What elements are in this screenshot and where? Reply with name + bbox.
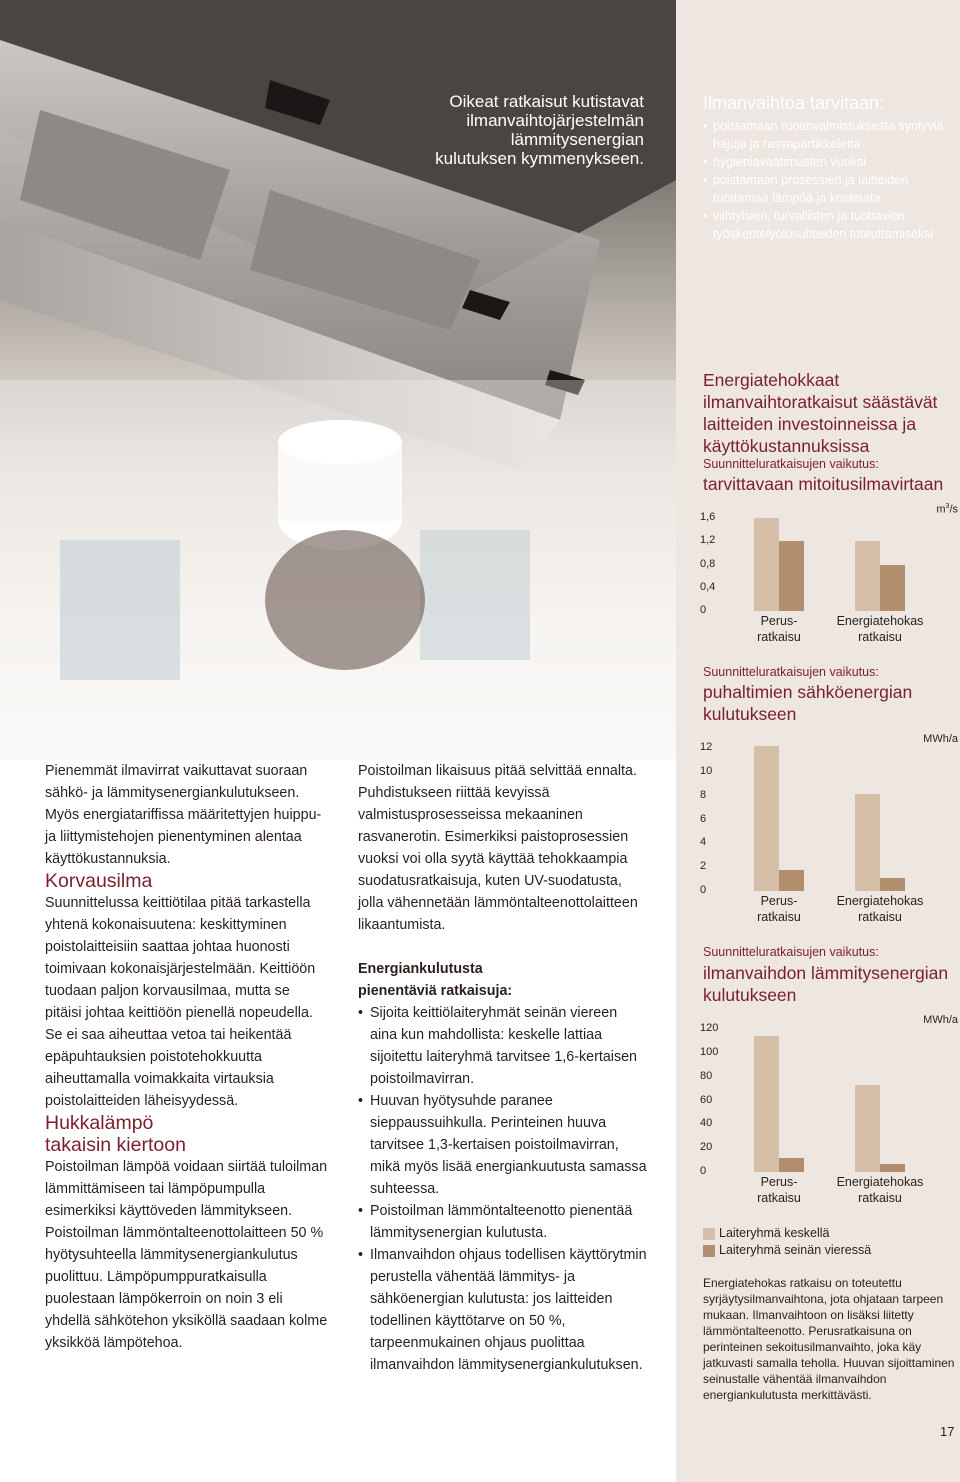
bar-energiatehokas-seinan-vieressa [880,1164,905,1172]
y-tick-label: 0 [700,604,707,616]
chart2-unit: MWh/a [923,733,958,745]
chart3-title: ilmanvaihdon lämmitysenergian kulutukseen [703,963,949,1005]
legend-item: Laiteryhmä keskellä [703,1225,871,1242]
pull-quote: Oikeat ratkaisut kutistavat ilmanvaihtojärjestelmän lämmitysenergian kulutuksen kymmenykseen. [435,92,644,168]
intro-paragraph: Poistoilman likaisuus pitää selvittää ennalta. Puhdistukseen riittää kevyissä valmistusprosesseissa mekaaninen rasvanerotin. Esimerkiksi paistoprosessien vuoksi voi olla syytä käyttää tehokkaampia suodatusratkaisuja, kuten UV-suodatusta, jolla vähennetään lämmöntalteenottolaitteen likaantumista. [358,763,638,933]
heading-hukkalampo: Hukkalämpö takaisin kiertoon [45,1112,186,1156]
chart2-label: Suunnitteluratkaisujen vaikutus: [703,665,879,679]
y-tick-label: 0 [700,884,707,896]
bar-perus-seinan-vieressa [779,541,804,611]
y-tick-label: 0,4 [700,580,716,593]
ventilation-list [703,117,958,243]
y-tick-label: 40 [700,1117,713,1130]
y-tick-label: 120 [700,1022,719,1034]
legend-item: Laiteryhmä seinän vieressä [703,1242,871,1259]
chart2-title: puhaltimien sähköenergian kulutukseen [703,682,913,724]
list-item: • Huuvan hyötysuhde paranee sieppaussuihkulla. Perinteinen huuva tarvitsee 1,3-kertaisen poistoilmavirran, mikä myös lisää energiankuutusta samassa suhteessa. [358,1090,648,1200]
paragraph-korvausilma: Suunnittelussa keittiötilaa pitää tarkastella yhtenä kokonaisuutena: keskittyminen poistolaitteisiin saattaa johtaa huonosti toimivaan kokonaisjärjestelmään. Keittiöön tuodaan paljon korvausilmaa, mutta se pitäisi johtaa keittiöön pienellä nopeudella. Se ei saa aiheuttaa vetoa tai heikentää epäpuhtauksien poistotehokkuutta aiheuttamalla voimakkaita virtauksia poistolaitteiden läheisyydessä. [45,895,316,1109]
y-tick-label: 8 [700,788,707,801]
bar-energiatehokas-keskella [855,794,880,891]
chart1-title: tarvittavaan mitoitusilmavirtaan [703,474,944,494]
chart-fan-electricity [700,735,960,925]
page-number: 17 [940,1424,955,1439]
paragraph-hukkalampo: Poistoilman lämpöä voidaan siirtää tuloilman lämmittämiseen tai lämpöpumpulla esimerkiksi käyttöveden lämmitykseen. Poistoilman lämmöntalteenottolaitteen 50 % hyötysuhteella lämmitysenergiankulutus puolittuu. Lämpöpumppuratkaisulla puolestaan lämpökerroin on noin 3 eli yhdellä sähkötehon yksiköllä saadaan kolme yksikköä lämpötehoa. [45,1159,328,1351]
chart-heating-energy [700,1016,960,1206]
x-category-label: Energiatehokas ratkaisu [836,1175,924,1205]
bar-energiatehokas-keskella [855,541,880,611]
legend-swatch-a [703,1228,715,1240]
bar-energiatehokas-keskella [855,1085,880,1172]
x-category-label: Perus- ratkaisu [757,894,801,924]
list-item: • poistamaan ruoanvalmistuksesta syntyviä hajuja ja rasvapartikkeleita [703,117,958,153]
y-tick-label: 20 [700,1141,713,1154]
bar-energiatehokas-seinan-vieressa [880,878,905,891]
list-item: • Poistoilman lämmöntalteenotto pienentää lämmitysenergian kulutusta. [358,1200,648,1244]
bar-energiatehokas-seinan-vieressa [880,565,905,612]
y-tick-label: 10 [700,764,713,777]
list-item: • Sijoita keittiölaiteryhmät seinän viereen aina kun mahdollista: keskelle lattiaa sijoitettu laiteryhmä tarvitsee 1,6-kertaisen poistoilmavirran. [358,1002,648,1090]
ventilation-title: Ilmanvaihtoa tarvitaan: [703,93,885,113]
x-category-label: Perus- ratkaisu [757,1175,801,1205]
chart-legend [703,1225,871,1259]
bar-perus-keskella [754,1036,779,1172]
bar-perus-keskella [754,746,779,891]
y-tick-label: 100 [700,1045,719,1058]
x-category-label: Energiatehokas ratkaisu [836,614,924,644]
list-item: • poistamaan prosessien ja laitteiden tuottamaa lämpöä ja kosteutta [703,171,958,207]
text-column-1 [45,760,330,1354]
y-tick-label: 1,6 [700,511,716,523]
list-item: • Ilmanvaihdon ohjaus todellisen käyttörytmin perustella vähentää lämmitys- ja sähköenergian kulutusta: jos laitteiden todellinen käyttötarve on 50 %, tarpeenmukainen ohjaus puolittaa ilmanvaihdon lämmitysenergiankulutuksen. [358,1244,648,1376]
y-tick-label: 0 [700,1165,707,1177]
chart-air-flow [700,505,960,645]
intro-paragraph: Pienemmät ilmavirrat vaikuttavat suoraan sähkö- ja lämmitysenergiankulutukseen. Myös energiatariffissa määritettyjen huippu- ja liittymistehojen pienentyminen alentaa käyttökustannuksia. [45,763,322,867]
text-column-2 [358,760,648,1376]
sidebar-note: Energiatehokas ratkaisu on toteutettu syrjäytysilmanvaihtona, jota ohjataan tarpeen mukaan. Ilmanvaihtoon on lisäksi liitetty lämmöntalteenotto. Perusratkaisuna on perinteinen sekoitusilmanvaihto, joka käy jatkuvasti samalla teholla. Huuvan sijoittaminen seinustalle vähentää ilmanvaihdon energiankulutusta merkittävästi. [703,1276,955,1402]
y-tick-label: 0,8 [700,557,716,570]
y-tick-label: 6 [700,812,707,825]
list-item: • viihtyisien, turvallisten ja tuottavien työskentelyolosuhteiden toteuttamiseksi [703,207,958,243]
chart1-label: Suunnitteluratkaisujen vaikutus: [703,457,879,471]
y-tick-label: 12 [700,741,713,753]
bar-perus-seinan-vieressa [779,1158,804,1172]
y-tick-label: 2 [700,860,707,873]
legend-swatch-b [703,1245,715,1257]
list-item: • hygieniavaatimusten vuoksi [703,153,958,171]
x-category-label: Perus- ratkaisu [757,614,801,644]
y-tick-label: 60 [700,1093,713,1106]
y-tick-label: 80 [700,1069,713,1082]
bar-perus-seinan-vieressa [779,870,804,891]
y-tick-label: 1,2 [700,534,716,547]
x-category-label: Energiatehokas ratkaisu [836,894,924,924]
y-tick-label: 4 [700,836,707,849]
heading-korvausilma: Korvausilma [45,870,153,892]
sidebar-heading: Energiatehokkaat ilmanvaihtoratkaisut säästävät laitteiden investoinneissa ja käyttökustannuksissa [703,370,938,456]
chart3-label: Suunnitteluratkaisujen vaikutus: [703,945,879,959]
bold-heading: Energiankulutusta pienentäviä ratkaisuja: [358,961,513,999]
bar-perus-keskella [754,518,779,611]
chart3-unit: MWh/a [923,1014,958,1026]
chart1-unit: $m^3/s$ [936,503,958,516]
